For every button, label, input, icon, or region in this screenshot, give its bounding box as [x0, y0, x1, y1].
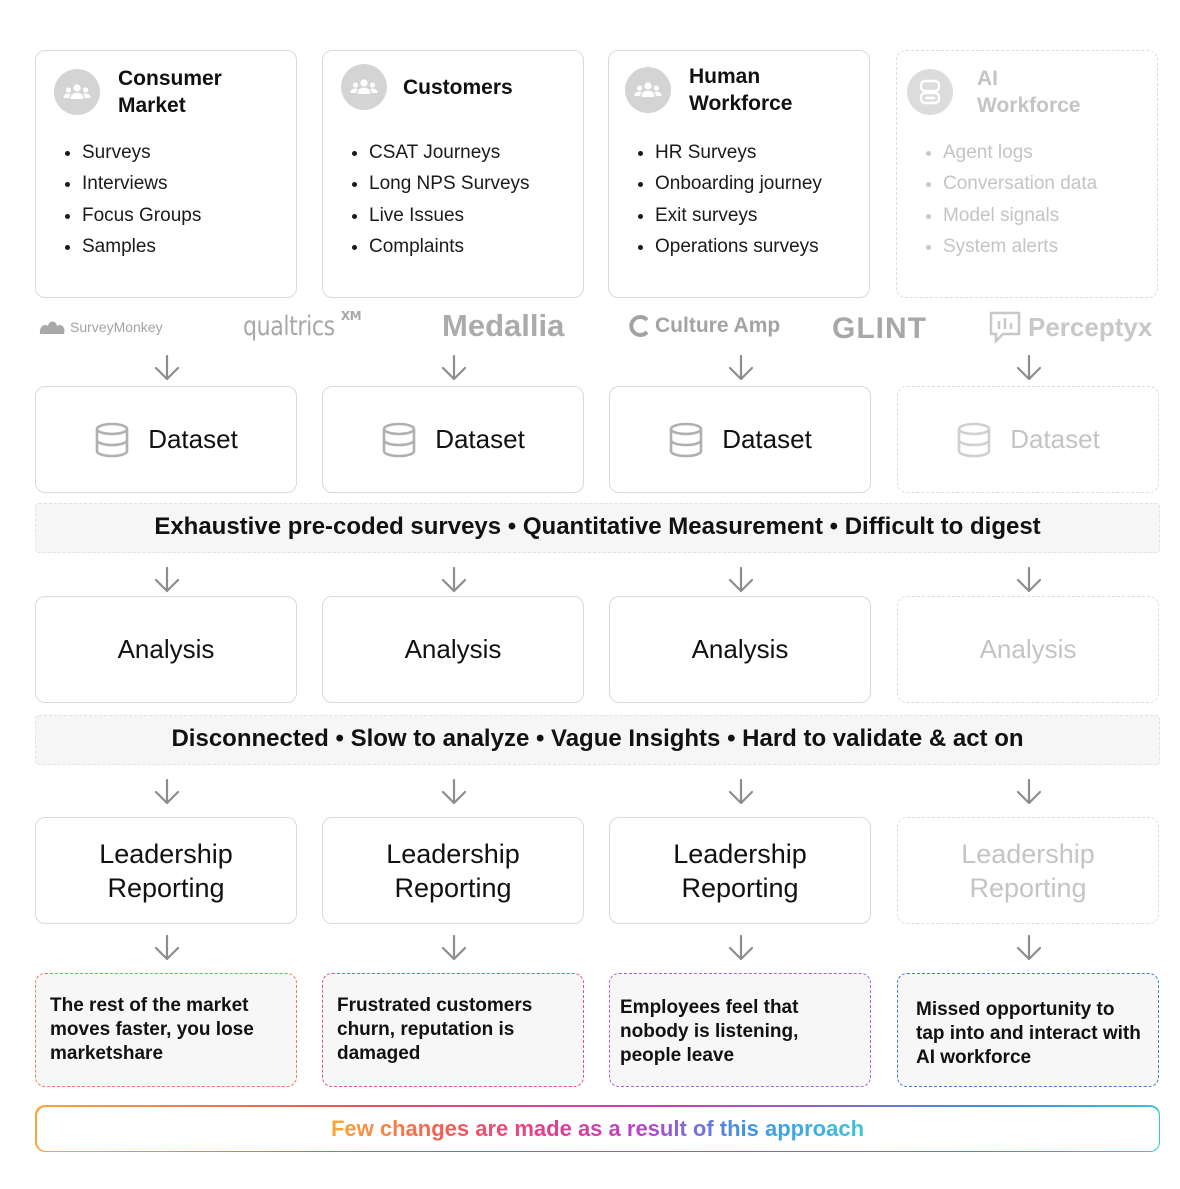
dataset-label: Dataset [722, 424, 812, 454]
leadership-reporting-card [322, 817, 584, 924]
analysis-card: Analysis [897, 596, 1159, 703]
list-item: CSAT Journeys [369, 137, 530, 168]
people-icon [54, 69, 100, 115]
dataset-card [35, 386, 297, 493]
card-line: Leadership [99, 838, 233, 869]
perceptyx-logo: Perceptyx [988, 310, 1152, 344]
arrow-down-icon [1014, 567, 1044, 593]
list-item: Complaints [369, 231, 530, 262]
arrow-down-icon [1014, 935, 1044, 961]
surveymonkey-icon [37, 318, 67, 336]
arrow-down-icon [1014, 355, 1044, 381]
arrow-down-icon [152, 567, 182, 593]
perceptyx-icon [988, 310, 1022, 344]
analysis-card: Analysis [609, 596, 871, 703]
problem-band-analysis: Disconnected • Slow to analyze • Vague Insights • Hard to validate & act on [35, 715, 1160, 765]
card-line: Leadership [386, 838, 520, 869]
culture-amp-logo: Culture Amp [628, 314, 780, 338]
outcome-card-ai-workforce: Missed opportunity to tap into and interact with AI workforce [897, 973, 1159, 1087]
people-icon [625, 67, 671, 113]
list-item: Exit surveys [655, 200, 822, 231]
outcome-card-customers: Frustrated customers churn, reputation is damaged [322, 973, 584, 1087]
list-item: Focus Groups [82, 200, 201, 231]
dataset-card [609, 386, 871, 493]
analysis-card: Analysis [322, 596, 584, 703]
analysis-card: Analysis [35, 596, 297, 703]
database-icon [956, 422, 992, 458]
source-card-human-workforce [608, 50, 870, 298]
source-title: AI Workforce [977, 67, 1081, 117]
arrow-down-icon [726, 779, 756, 805]
conclusion-text: Few changes are made as a result of this approach [330, 1115, 865, 1141]
arrow-down-icon [439, 935, 469, 961]
dataset-card [897, 386, 1159, 493]
leadership-reporting-card [609, 817, 871, 924]
arrow-down-icon [439, 779, 469, 805]
surveymonkey-logo: SurveyMonkey [37, 318, 163, 336]
list-item: Operations surveys [655, 231, 822, 262]
list-item: Interviews [82, 168, 201, 199]
robot-icon [907, 69, 953, 115]
source-title: Customers [403, 75, 513, 99]
list-item: HR Surveys [655, 137, 822, 168]
card-line: Reporting [107, 872, 225, 903]
dataset-label: Dataset [148, 424, 238, 454]
source-card-customers [322, 50, 584, 298]
source-title: Human Workforce [689, 65, 793, 115]
conclusion-banner [35, 1105, 1160, 1152]
list-item: Onboarding journey [655, 168, 822, 199]
card-line: Reporting [969, 872, 1087, 903]
arrow-down-icon [152, 355, 182, 381]
arrow-down-icon [152, 935, 182, 961]
source-list [369, 137, 530, 262]
outcome-card-employees: Employees feel that nobody is listening, people leave [609, 973, 871, 1087]
list-item: Model signals [943, 200, 1097, 231]
list-item: Live Issues [369, 200, 530, 231]
database-icon [668, 422, 704, 458]
outcome-card-market: The rest of the market moves faster, you lose marketshare [35, 973, 297, 1087]
list-item: Long NPS Surveys [369, 168, 530, 199]
leadership-reporting-card [897, 817, 1159, 924]
problem-band-surveys: Exhaustive pre-coded surveys • Quantitative Measurement • Difficult to digest [35, 503, 1160, 553]
arrow-down-icon [1014, 779, 1044, 805]
database-icon [381, 422, 417, 458]
card-line: Reporting [394, 872, 512, 903]
list-item: Surveys [82, 137, 201, 168]
list-item: Samples [82, 231, 201, 262]
card-line: Leadership [961, 838, 1095, 869]
source-title: Consumer Market [118, 67, 222, 117]
source-list [82, 137, 201, 262]
arrow-down-icon [726, 935, 756, 961]
list-item: Agent logs [943, 137, 1097, 168]
glint-logo: GLINT [832, 312, 927, 345]
leadership-reporting-card [35, 817, 297, 924]
database-icon [94, 422, 130, 458]
card-line: Reporting [681, 872, 799, 903]
list-item: System alerts [943, 231, 1097, 262]
dataset-label: Dataset [435, 424, 525, 454]
medallia-logo: Medallia [442, 308, 565, 343]
arrow-down-icon [726, 355, 756, 381]
people-icon [341, 64, 387, 110]
source-list [655, 137, 822, 262]
arrow-down-icon [726, 567, 756, 593]
arrow-down-icon [439, 355, 469, 381]
arrow-down-icon [152, 779, 182, 805]
dataset-label: Dataset [1010, 424, 1100, 454]
list-item: Conversation data [943, 168, 1097, 199]
source-card-consumer-market [35, 50, 297, 298]
source-card-ai-workforce [896, 50, 1158, 298]
qualtrics-logo: qualtrics $^{XM}$ [243, 309, 362, 342]
source-list [943, 137, 1097, 262]
dataset-card [322, 386, 584, 493]
culture-amp-icon [628, 314, 652, 338]
card-line: Leadership [673, 838, 807, 869]
arrow-down-icon [439, 567, 469, 593]
